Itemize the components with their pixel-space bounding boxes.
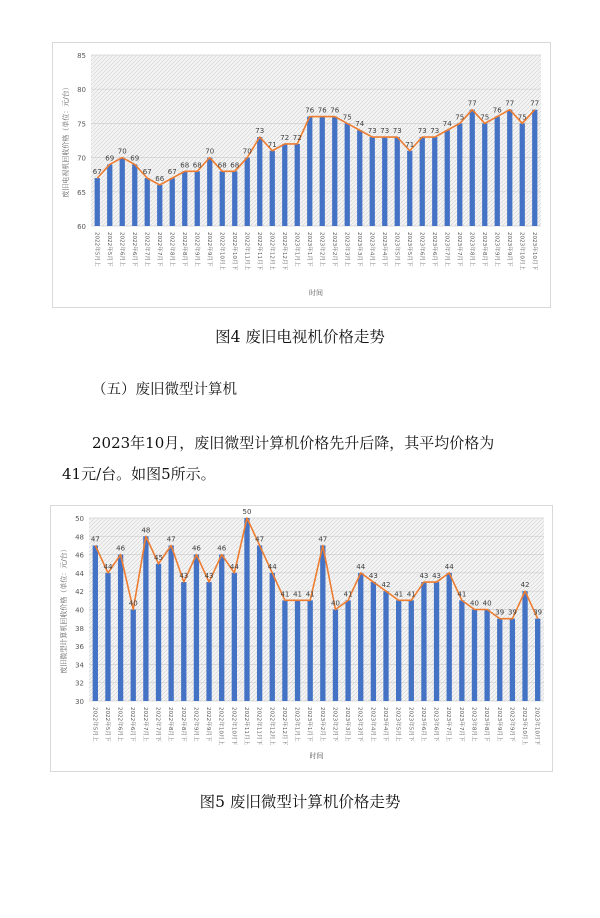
fig4-data-label: 77: [467, 99, 477, 108]
fig5-data-label: 40: [470, 599, 479, 608]
figure5-caption: 图5 废旧微型计算机价格走势: [199, 793, 401, 811]
fig5-data-label: 44: [229, 562, 239, 571]
fig5-y-axis-title: 废旧微型计算机回收价格（单位：元/台）: [60, 545, 68, 674]
fig4-x-tick-label: 2023年9月下: [505, 232, 512, 267]
fig5-bar: [270, 573, 275, 701]
fig5-y-tick-label: 42: [75, 588, 84, 597]
fig5-bar: [371, 582, 376, 701]
fig5-x-tick-label: 2022年11月下: [255, 707, 262, 746]
fig4-x-tick-label: 2023年4月下: [380, 232, 387, 267]
fig4-data-label: 68: [180, 161, 190, 170]
fig4-data-label: 70: [117, 147, 127, 156]
fig5-bar: [484, 610, 489, 702]
fig5-x-tick-label: 2023年2月上: [318, 707, 325, 742]
fig4-bar: [507, 110, 512, 226]
fig4-x-tick-label: 2022年9月下: [205, 232, 212, 267]
fig4-bar: [420, 137, 425, 226]
fig5-data-label: 45: [154, 553, 163, 562]
fig5-data-label: 44: [267, 562, 277, 571]
fig5-x-tick-label: 2023年4月下: [382, 707, 389, 742]
fig5-y-tick-label: 38: [75, 624, 84, 633]
fig5-data-label: 43: [368, 572, 378, 581]
fig5-bar: [168, 545, 173, 701]
fig5-data-label: 46: [191, 544, 201, 553]
fig5-data-label: 43: [204, 572, 214, 581]
fig5-bar: [282, 600, 287, 701]
fig4-x-tick-label: 2023年3月下: [355, 232, 362, 267]
fig4-x-tick-label: 2023年2月上: [318, 232, 325, 267]
fig4-data-label: 67: [92, 168, 102, 177]
fig4-bar: [370, 137, 375, 226]
fig5-data-label: 43: [179, 572, 189, 581]
fig4-data-label: 72: [292, 133, 302, 142]
fig4-x-tick-label: 2022年5月下: [105, 232, 112, 267]
fig4-bar: [445, 130, 450, 226]
fig4-bar: [395, 137, 400, 226]
fig4-data-label: 67: [167, 168, 177, 177]
fig4-y-axis-title: 废旧电视机回收价格（单位：元/台）: [62, 83, 70, 198]
fig5-data-label: 41: [343, 590, 353, 599]
fig5-data-label: 47: [90, 535, 100, 544]
figure4-svg: [53, 43, 550, 307]
fig5-bar: [421, 582, 426, 701]
fig5-x-tick-label: 2023年3月下: [356, 707, 363, 742]
fig4-data-label: 69: [105, 154, 115, 163]
fig4-bar: [432, 137, 437, 226]
fig5-x-tick-label: 2023年8月上: [470, 707, 477, 742]
fig5-bar: [472, 610, 477, 702]
fig5-y-tick-label: 36: [75, 643, 84, 652]
fig4-bar: [95, 178, 100, 226]
fig4-x-tick-label: 2023年1月上: [293, 232, 300, 267]
fig4-data-label: 75: [342, 113, 352, 122]
fig4-bar: [195, 171, 200, 226]
fig4-data-label: 70: [205, 147, 215, 156]
fig4-bar: [357, 130, 362, 226]
fig5-data-label: 44: [103, 562, 113, 571]
fig5-bar: [522, 591, 527, 701]
fig4-data-label: 76: [305, 106, 315, 115]
fig4-data-label: 73: [380, 127, 390, 136]
fig5-x-tick-label: 2022年10月下: [230, 707, 237, 746]
fig5-x-tick-label: 2023年10月下: [533, 707, 540, 746]
fig5-bar: [105, 573, 110, 701]
fig4-x-axis-title: 时间: [309, 289, 323, 297]
fig5-data-label: 44: [444, 562, 454, 571]
fig5-x-tick-label: 2023年7月上: [445, 707, 452, 742]
fig5-x-tick-label: 2022年6月下: [129, 707, 136, 742]
fig4-bar: [482, 123, 487, 226]
fig4-data-label: 68: [230, 161, 240, 170]
fig4-x-tick-label: 2022年11月下: [255, 232, 262, 271]
fig5-x-tick-label: 2022年5月下: [103, 707, 110, 742]
fig4-data-label: 66: [155, 174, 165, 183]
fig4-x-tick-label: 2022年8月上: [168, 232, 175, 267]
fig5-x-tick-label: 2022年9月下: [205, 707, 212, 742]
fig5-bar: [396, 600, 401, 701]
fig4-bar: [182, 171, 187, 226]
fig4-x-tick-label: 2022年12月下: [280, 232, 287, 271]
fig5-bar: [535, 619, 540, 701]
fig5-bar: [219, 555, 224, 701]
fig4-x-tick-label: 2022年11月上: [243, 232, 250, 271]
fig5-bar: [118, 555, 123, 701]
fig5-bar: [257, 545, 262, 701]
fig5-bar: [409, 600, 414, 701]
fig5-bar: [181, 582, 186, 701]
fig5-x-tick-label: 2023年10月上: [521, 707, 528, 746]
fig4-bar: [132, 164, 137, 226]
fig4-bar: [407, 151, 412, 226]
fig4-bar: [245, 158, 250, 226]
fig4-bar: [320, 117, 325, 226]
fig4-x-tick-label: 2022年8月下: [180, 232, 187, 267]
fig5-data-label: 41: [406, 590, 416, 599]
fig4-data-label: 68: [192, 161, 202, 170]
fig4-bar: [207, 158, 212, 226]
fig4-y-tick-label: 60: [77, 223, 86, 231]
fig4-bar: [532, 110, 537, 226]
fig4-x-tick-label: 2022年5月上: [93, 232, 100, 267]
fig4-data-label: 71: [267, 140, 277, 149]
fig4-x-tick-label: 2023年10月下: [530, 232, 537, 271]
fig5-data-label: 47: [255, 535, 265, 544]
fig5-data-label: 50: [242, 508, 252, 516]
fig5-x-tick-label: 2023年8月下: [483, 707, 490, 742]
fig4-x-tick-label: 2023年6月上: [418, 232, 425, 267]
fig4-bar: [270, 151, 275, 226]
fig5-data-label: 41: [305, 590, 315, 599]
fig4-data-label: 73: [417, 127, 427, 136]
fig4-bar: [220, 171, 225, 226]
fig4-x-tick-label: 2022年9月上: [193, 232, 200, 267]
fig4-data-label: 73: [255, 127, 265, 136]
fig5-bar: [434, 582, 439, 701]
fig5-bar: [308, 600, 313, 701]
fig4-x-tick-label: 2022年7月下: [155, 232, 162, 267]
fig5-bar: [497, 619, 502, 701]
fig5-x-tick-label: 2022年10月上: [217, 707, 224, 746]
fig5-x-tick-label: 2022年9月上: [192, 707, 199, 742]
fig5-bar: [358, 573, 363, 701]
fig4-data-label: 67: [142, 168, 152, 177]
fig4-bar: [495, 117, 500, 226]
fig5-data-label: 41: [280, 590, 290, 599]
fig5-bar: [510, 619, 515, 701]
fig4-data-label: 76: [317, 106, 327, 115]
fig5-x-tick-label: 2023年3月上: [344, 707, 351, 742]
fig5-x-tick-label: 2023年5月下: [407, 707, 414, 742]
fig5-x-tick-label: 2023年6月上: [419, 707, 426, 742]
fig5-y-tick-label: 50: [75, 515, 84, 523]
fig4-x-tick-label: 2023年5月下: [405, 232, 412, 267]
fig4-x-tick-label: 2023年4月上: [368, 232, 375, 267]
fig5-y-tick-label: 30: [75, 698, 84, 706]
fig5-y-tick-label: 34: [75, 661, 84, 670]
fig5-data-label: 41: [293, 590, 303, 599]
fig4-y-tick-label: 80: [77, 86, 86, 95]
paragraph-line-2: 41元/台。如图5所示。: [62, 465, 216, 483]
fig5-bar: [295, 600, 300, 701]
fig5-bar: [333, 610, 338, 702]
fig4-bar: [145, 178, 150, 226]
fig5-y-tick-label: 48: [75, 533, 84, 542]
fig4-data-label: 77: [505, 99, 515, 108]
fig4-data-label: 74: [442, 120, 452, 129]
fig5-data-label: 43: [432, 572, 442, 581]
fig5-x-tick-label: 2022年7月上: [141, 707, 148, 742]
fig5-x-tick-label: 2022年5月上: [91, 707, 98, 742]
fig4-x-tick-label: 2022年10月上: [218, 232, 225, 271]
section-paragraph: [62, 428, 548, 490]
paragraph-line-1: 2023年10月，废旧微型计算机价格先升后降，其平均价格为: [92, 434, 495, 452]
fig4-bar: [457, 123, 462, 226]
fig4-bar: [295, 144, 300, 226]
figure5-chart: [50, 505, 553, 772]
fig4-y-tick-label: 65: [77, 188, 86, 197]
fig5-bar: [131, 610, 136, 702]
fig4-bar: [332, 117, 337, 226]
fig5-data-label: 40: [330, 599, 340, 608]
fig4-bar: [257, 137, 262, 226]
fig4-data-label: 73: [392, 127, 402, 136]
fig5-y-tick-label: 44: [75, 569, 84, 578]
fig4-x-tick-label: 2023年10月上: [518, 232, 525, 271]
fig4-bar: [120, 158, 125, 226]
fig4-bar: [107, 164, 112, 226]
fig5-x-tick-label: 2022年8月下: [179, 707, 186, 742]
fig4-y-tick-label: 85: [77, 52, 86, 60]
fig4-bar: [157, 185, 162, 226]
fig5-data-label: 39: [507, 608, 517, 617]
fig4-x-tick-label: 2023年6月下: [430, 232, 437, 267]
fig4-data-label: 73: [367, 127, 377, 136]
fig5-x-tick-label: 2023年5月上: [394, 707, 401, 742]
fig5-x-tick-label: 2023年1月下: [306, 707, 313, 742]
fig4-bar: [470, 110, 475, 226]
fig5-x-tick-label: 2022年6月上: [116, 707, 123, 742]
fig5-bar: [244, 518, 249, 701]
fig4-x-tick-label: 2023年8月下: [480, 232, 487, 267]
fig5-x-axis-title: 时间: [309, 752, 324, 760]
fig4-bar: [232, 171, 237, 226]
fig4-bar: [282, 144, 287, 226]
fig4-x-tick-label: 2022年12月上: [268, 232, 275, 271]
fig5-data-label: 47: [318, 535, 328, 544]
fig4-x-tick-label: 2023年8月上: [468, 232, 475, 267]
fig4-x-tick-label: 2023年9月上: [493, 232, 500, 267]
fig5-data-label: 40: [128, 599, 138, 608]
fig4-data-label: 70: [242, 147, 252, 156]
fig5-x-tick-label: 2022年8月上: [167, 707, 174, 742]
fig5-y-tick-label: 40: [75, 606, 84, 615]
fig5-data-label: 41: [457, 590, 467, 599]
fig4-data-label: 72: [280, 133, 290, 142]
fig5-bar: [345, 600, 350, 701]
fig5-data-label: 39: [495, 608, 505, 617]
fig5-data-label: 48: [141, 526, 151, 535]
fig5-x-tick-label: 2022年12月上: [268, 707, 275, 746]
fig4-x-tick-label: 2023年3月上: [343, 232, 350, 267]
fig4-bar: [382, 137, 387, 226]
fig5-data-label: 39: [533, 608, 543, 617]
fig4-data-label: 75: [455, 113, 465, 122]
fig4-bar: [520, 123, 525, 226]
fig4-data-label: 75: [480, 113, 490, 122]
section-heading: （五）废旧微型计算机: [92, 382, 237, 398]
fig5-y-tick-label: 46: [75, 551, 84, 560]
fig5-bar: [93, 545, 98, 701]
fig5-data-label: 46: [116, 544, 126, 553]
fig4-data-label: 68: [217, 161, 227, 170]
fig4-data-label: 76: [492, 106, 502, 115]
figure4-chart: [52, 42, 551, 308]
fig5-bar: [320, 545, 325, 701]
fig5-data-label: 43: [419, 572, 429, 581]
fig4-x-tick-label: 2023年7月下: [455, 232, 462, 267]
fig5-x-tick-label: 2023年1月上: [293, 707, 300, 742]
fig4-data-label: 73: [430, 127, 440, 136]
fig5-bar: [156, 564, 161, 701]
fig4-x-tick-label: 2023年7月上: [443, 232, 450, 267]
fig5-x-tick-label: 2023年4月上: [369, 707, 376, 742]
fig4-x-tick-label: 2022年7月上: [143, 232, 150, 267]
fig5-x-tick-label: 2022年12月下: [280, 707, 287, 746]
fig4-x-tick-label: 2023年5月上: [393, 232, 400, 267]
fig4-x-tick-label: 2022年10月下: [230, 232, 237, 271]
fig5-bar: [232, 573, 237, 701]
figure4-caption: 图4 废旧电视机价格走势: [215, 328, 385, 346]
fig5-data-label: 41: [394, 590, 404, 599]
fig4-bar: [170, 178, 175, 226]
fig4-data-label: 69: [130, 154, 140, 163]
fig4-x-tick-label: 2022年6月下: [130, 232, 137, 267]
figure5-svg: [51, 506, 552, 771]
fig5-bar: [143, 536, 148, 701]
fig4-y-tick-label: 70: [77, 154, 86, 163]
fig4-data-label: 75: [517, 113, 527, 122]
fig4-data-label: 77: [530, 99, 540, 108]
fig5-bar: [447, 573, 452, 701]
fig5-bar: [459, 600, 464, 701]
fig5-x-tick-label: 2023年9月上: [495, 707, 502, 742]
fig5-x-tick-label: 2023年9月下: [508, 707, 515, 742]
fig4-data-label: 76: [330, 106, 340, 115]
fig5-data-label: 46: [217, 544, 227, 553]
fig4-data-label: 74: [355, 120, 365, 129]
fig4-bar: [345, 123, 350, 226]
fig4-x-tick-label: 2022年6月上: [118, 232, 125, 267]
fig5-bar: [206, 582, 211, 701]
fig5-data-label: 42: [381, 581, 391, 590]
fig5-bar: [194, 555, 199, 701]
fig4-bar: [307, 117, 312, 226]
fig5-data-label: 42: [520, 581, 530, 590]
fig5-x-tick-label: 2022年11月上: [242, 707, 249, 746]
fig5-data-label: 47: [166, 535, 176, 544]
fig5-data-label: 44: [356, 562, 366, 571]
fig5-data-label: 40: [482, 599, 492, 608]
fig5-x-tick-label: 2023年7月下: [457, 707, 464, 742]
fig4-y-tick-label: 75: [77, 120, 86, 129]
fig5-x-tick-label: 2022年7月下: [154, 707, 161, 742]
fig5-x-tick-label: 2023年2月下: [331, 707, 338, 742]
fig5-x-tick-label: 2023年6月下: [432, 707, 439, 742]
fig4-x-tick-label: 2023年2月下: [330, 232, 337, 267]
fig5-bar: [383, 591, 388, 701]
fig5-y-tick-label: 32: [75, 679, 84, 688]
fig4-x-tick-label: 2023年1月下: [305, 232, 312, 267]
fig4-data-label: 71: [405, 140, 415, 149]
